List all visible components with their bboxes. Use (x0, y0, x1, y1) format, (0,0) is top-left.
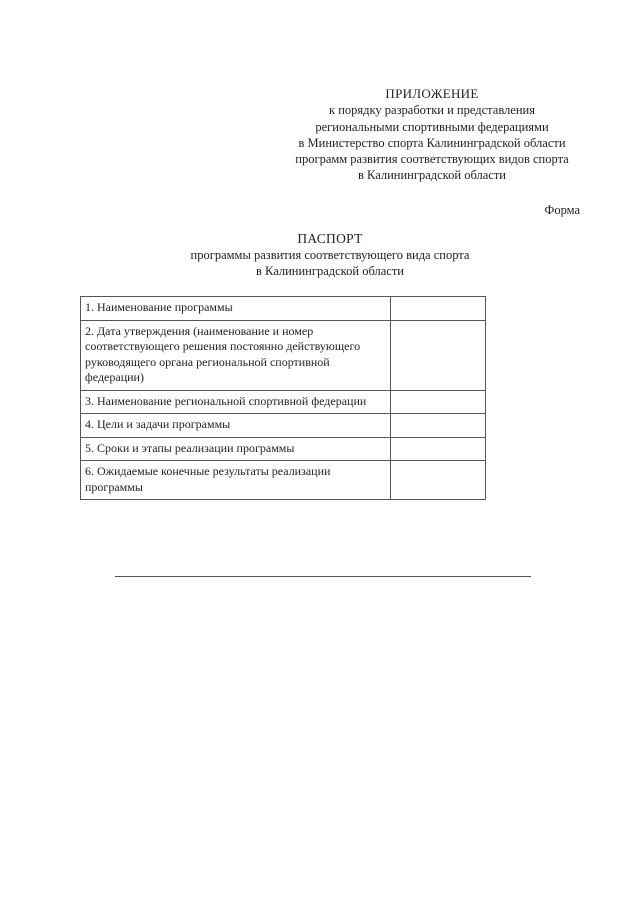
appendix-line: программ развития соответствующих видов спорта (295, 152, 569, 167)
passport-subtitle-line: в Калининградской области (256, 264, 404, 278)
passport-subtitle-line: программы развития соответствующего вида спорта (190, 248, 470, 262)
passport-header (130, 231, 530, 279)
appendix-line: в Министерство спорта Калининградской области (298, 135, 566, 150)
table-row (81, 297, 486, 321)
appendix-block (270, 86, 594, 184)
row-value-cell[interactable] (390, 320, 485, 390)
table-row (81, 414, 486, 438)
row-value-cell[interactable] (390, 461, 485, 500)
row-value-cell[interactable] (390, 390, 485, 414)
passport-table (80, 296, 486, 500)
appendix-line: к порядку разработки и представления (329, 103, 535, 118)
appendix-heading: ПРИЛОЖЕНИЕ (385, 86, 479, 101)
appendix-line: в Калининградской области (358, 168, 506, 183)
row-value-cell[interactable] (390, 297, 485, 321)
row-label: 1. Наименование программы (81, 297, 391, 321)
row-value-cell[interactable] (390, 437, 485, 461)
row-label: 2. Дата утверждения (наименование и номер соответствующего решения постоянно действующего руководящего органа региональной спортивной федерации) (81, 320, 391, 390)
table-row (81, 461, 486, 500)
table-row (81, 320, 486, 390)
row-value-cell[interactable] (390, 414, 485, 438)
row-label: 5. Сроки и этапы реализации программы (81, 437, 391, 461)
table-row (81, 390, 486, 414)
closing-rule (115, 576, 531, 577)
row-label: 4. Цели и задачи программы (81, 414, 391, 438)
row-label: 6. Ожидаемые конечные результаты реализации программы (81, 461, 391, 500)
passport-title: ПАСПОРТ (297, 231, 363, 246)
table-row (81, 437, 486, 461)
row-label: 3. Наименование региональной спортивной федерации (81, 390, 391, 414)
form-label: Форма (544, 203, 580, 217)
appendix-line: региональными спортивными федерациями (315, 119, 549, 134)
